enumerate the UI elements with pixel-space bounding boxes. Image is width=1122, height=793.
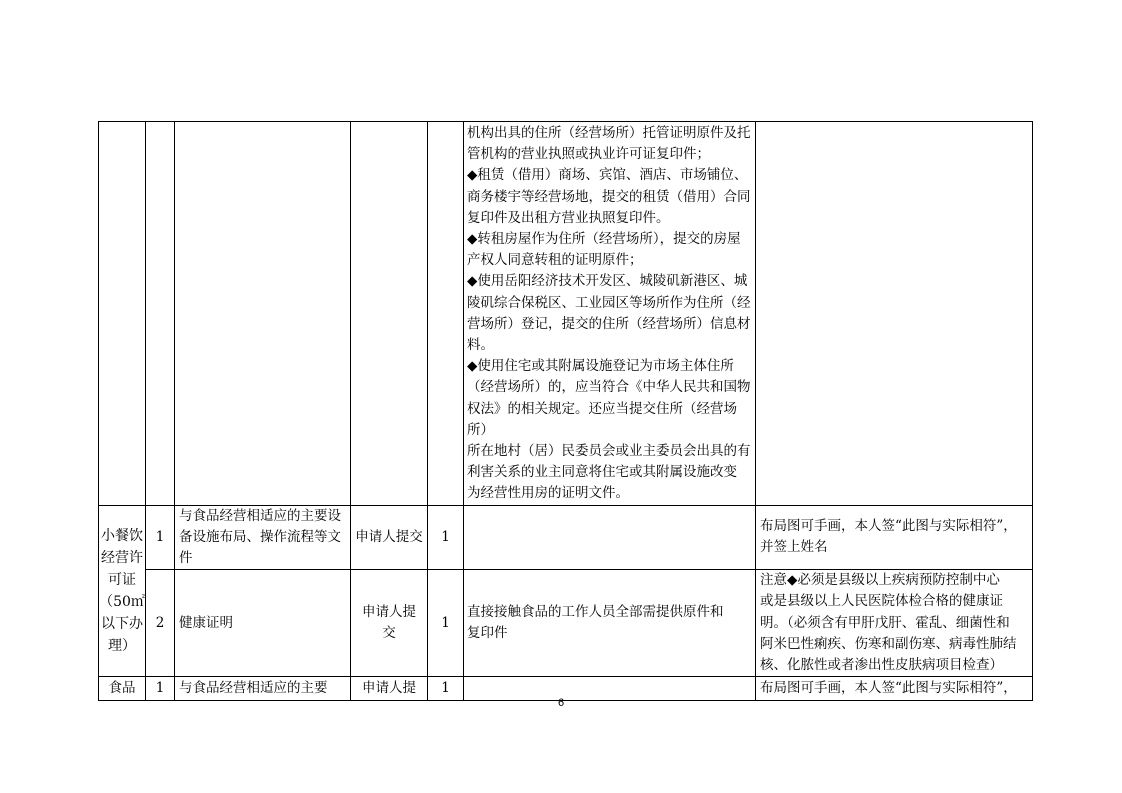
remark-line: 布局图可手画，本人签“此图与实际相符”， <box>760 518 1017 535</box>
requirement-line: 商务楼宇等经营场地，提交的租赁（借用）合同 <box>467 188 751 205</box>
requirement-line: （经营场所）的，应当符合《中华人民共和国物 <box>467 379 751 396</box>
requirements-cell <box>464 122 756 506</box>
requirement-line: 复印件 <box>467 625 508 642</box>
requirement-line: 直接接触食品的工作人员全部需提供原件和 <box>467 604 724 621</box>
category-line: 经营许 <box>101 549 143 566</box>
requirement-line: 产权人同意转租的证明原件； <box>467 252 643 269</box>
material-name-line: 备设施布局、操作流程等文件 <box>179 528 341 567</box>
copies-cell: 1 <box>428 570 464 677</box>
requirement-line: ◆转租房屋作为住所（经营场所），提交的房屋 <box>467 231 741 248</box>
seq-cell <box>146 122 175 506</box>
remark-cell: 布局图可手画，本人签“此图与实际相符”， <box>756 677 1033 701</box>
category-cell-small-catering <box>99 505 146 677</box>
material-name-line: 与食品经营相适应的主要设 <box>179 507 341 524</box>
material-name-cell <box>175 505 351 570</box>
material-name-cell: 健康证明 <box>175 570 351 677</box>
remark-line: 核、化脓性或者渗出性皮肤病项目检查） <box>760 657 1003 674</box>
requirement-line: ◆使用住宅或其附属设施登记为市场主体住所 <box>467 358 734 375</box>
source-line: 申请人提 <box>362 604 416 621</box>
requirement-line: 管机构的营业执照或执业许可证复印件； <box>467 146 710 163</box>
source-cell: 申请人提 <box>351 677 428 701</box>
requirements-cell <box>464 505 756 570</box>
category-line: 可证 <box>108 571 136 588</box>
source-cell <box>351 570 428 677</box>
requirement-line: 料。 <box>467 337 494 354</box>
category-line: 理） <box>108 637 136 654</box>
requirement-line: 陵矶综合保税区、工业园区等场所作为住所（经 <box>467 294 751 311</box>
copies-cell: 1 <box>428 505 464 570</box>
category-cell <box>99 122 146 506</box>
material-name-cell <box>175 122 351 506</box>
requirement-line: 营场所）登记，提交的住所（经营场所）信息材 <box>467 315 751 332</box>
requirement-line: 复印件及出租方营业执照复印件。 <box>467 209 670 226</box>
material-name-cell: 与食品经营相适应的主要 <box>175 677 351 701</box>
remark-line: 并签上姓名 <box>760 539 828 556</box>
remark-cell <box>756 570 1033 677</box>
copies-cell <box>428 122 464 506</box>
remark-cell <box>756 122 1033 506</box>
table-row-continuation <box>99 122 1033 506</box>
requirement-line: 利害关系的业主同意将住宅或其附属设施改变 <box>467 464 737 481</box>
remark-line: 明。（必须含有甲肝戊肝、霍乱、细菌性和 <box>760 614 1010 631</box>
remark-line: 阿米巴性痢疾、伤寒和副伤寒、病毒性肺结 <box>760 635 1017 652</box>
seq-cell: 1 <box>146 677 175 701</box>
category-line: （50㎡ <box>99 593 145 610</box>
requirement-line: ◆使用岳阳经济技术开发区、城陵矶新港区、城 <box>467 273 748 290</box>
source-cell: 申请人提交 <box>351 505 428 570</box>
requirement-line: 为经营性用房的证明文件。 <box>467 485 629 502</box>
category-cell-food: 食品 <box>99 677 146 701</box>
remark-cell <box>756 505 1033 570</box>
requirement-line: 机构出具的住所（经营场所）托管证明原件及托 <box>467 125 751 141</box>
table-row-layout-doc <box>99 505 1033 570</box>
seq-cell: 2 <box>146 570 175 677</box>
remark-line: 注意◆必须是县级以上疾病预防控制中心 <box>760 572 1000 589</box>
source-cell <box>351 122 428 506</box>
source-line: 交 <box>382 625 396 642</box>
page-number: 6 <box>557 697 565 709</box>
seq-cell: 1 <box>146 505 175 570</box>
requirements-cell <box>464 570 756 677</box>
copies-cell: 1 <box>428 677 464 701</box>
table-row-health-cert <box>99 570 1033 677</box>
requirement-line: ◆租赁（借用）商场、宾馆、酒店、市场铺位、 <box>467 167 748 184</box>
requirements-table <box>98 121 1033 701</box>
category-line: 小餐饮 <box>101 527 143 544</box>
remark-line: 或是县级以上人民医院体检合格的健康证 <box>760 593 1003 610</box>
requirement-line: 权法》的相关规定。还应当提交住所（经营场所） <box>467 400 737 438</box>
category-line: 以下办 <box>101 615 143 632</box>
requirement-line: 所在地村（居）民委员会或业主委员会出具的有 <box>467 443 751 460</box>
